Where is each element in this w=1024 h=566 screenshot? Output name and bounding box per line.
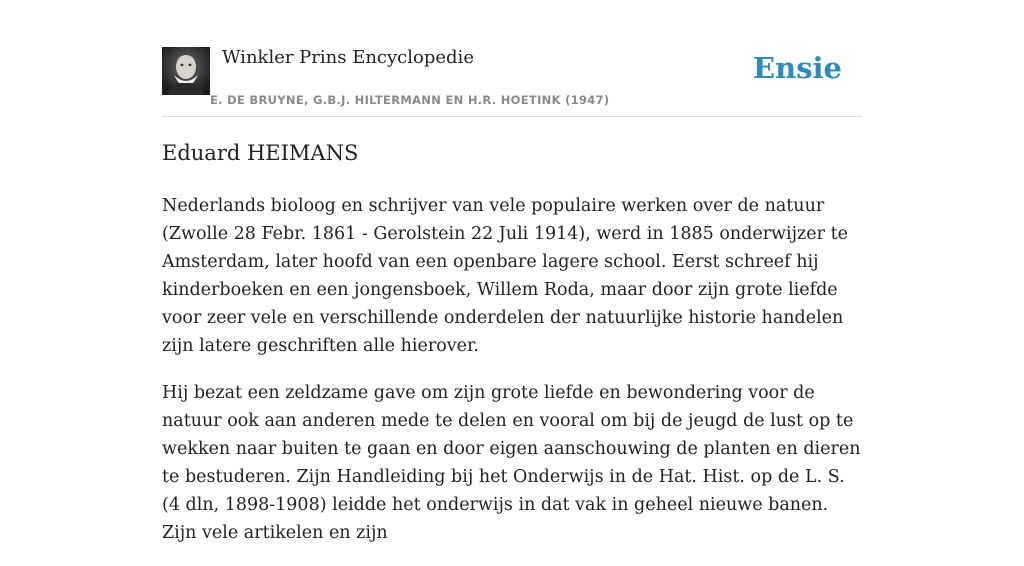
authors-line: E. DE BRUYNE, G.B.J. HILTERMANN EN H.R. HOETINK (1947) <box>210 93 610 107</box>
ensie-logo[interactable]: Ensie <box>753 51 842 85</box>
avatar[interactable] <box>162 47 210 95</box>
paragraph-1: Nederlands bioloog en schrijver van vele populaire werken over de natuur (Zwolle 28 Febr. 1861 - Gerolstein 22 Juli 1914), werd in 1885 onderwijzer te Amsterdam, later hoofd van een openbare lagere school. Eerst schreef hij kinderboeken en een jongensboek, Willem Roda, maar door zijn grote liefde voor zeer vele en verschillende onderdelen der natuurlijke historie handelen zijn latere geschriften alle hierover. <box>162 196 848 356</box>
paragraph-2: Hij bezat een zeldzame gave om zijn grote liefde en bewondering voor de natuur ook aan anderen mede te delen en vooral om bij de jeugd de lust op te wekken naar buiten te gaan en door eigen aanschouwing de planten en dieren te bestuderen. Zijn Handleiding bij het Onderwijs in de Hat. Hist. op de L. S. (4 dln, 1898-1908) leidde het onderwijs in dat vak in geheel nieuwe banen. Zijn vele artikelen en zijn <box>162 383 861 543</box>
article-body <box>162 192 864 566</box>
portrait-photo-icon <box>162 47 210 95</box>
article-title: Eduard HEIMANS <box>162 141 359 165</box>
publication-title[interactable]: Winkler Prins Encyclopedie <box>222 47 474 68</box>
source-header <box>162 45 862 117</box>
